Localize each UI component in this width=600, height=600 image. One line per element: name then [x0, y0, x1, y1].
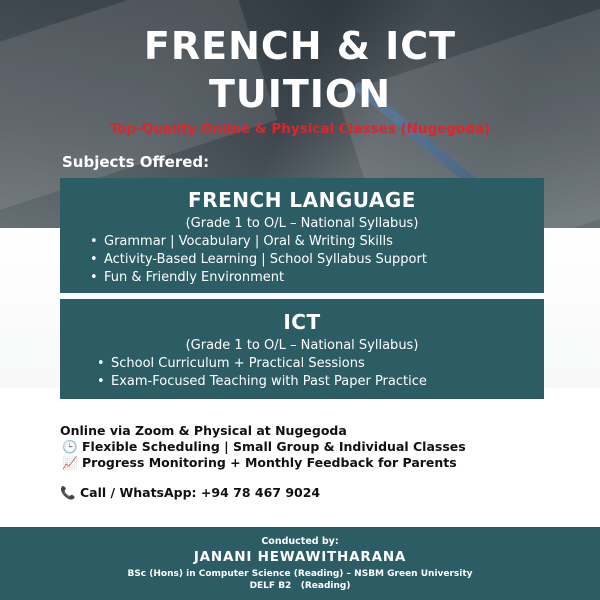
french-heading: FRENCH LANGUAGE — [188, 188, 416, 212]
phone-icon: 📞 — [60, 485, 76, 500]
contact-line[interactable] — [60, 485, 320, 501]
progress-text: Progress Monitoring + Monthly Feedback for Parents — [82, 455, 457, 470]
tutor-degree: BSc (Hons) in Computer Science (Reading) – NSBM Green University — [127, 569, 473, 579]
french-list — [90, 233, 544, 287]
list-item: • Grammar | Vocabulary | Oral & Writing Skills — [90, 233, 544, 251]
ict-card — [60, 299, 544, 399]
progress-line — [62, 455, 457, 471]
chart-icon: 📈 — [62, 455, 78, 470]
scheduling-line — [62, 439, 466, 455]
mode-text: Online via Zoom & Physical at Nugegoda — [60, 423, 347, 438]
ict-heading: ICT — [283, 310, 321, 334]
ict-grade: (Grade 1 to O/L – National Syllabus) — [185, 338, 419, 353]
list-item: • Activity-Based Learning | School Syllabus Support — [90, 251, 544, 269]
page-title-line1: FRENCH & ICT — [143, 24, 457, 68]
list-item: • Fun & Friendly Environment — [90, 269, 544, 287]
ict-list — [97, 355, 544, 391]
page-title-line2: TUITION — [208, 72, 392, 116]
contact-text[interactable]: Call / WhatsApp: +94 78 467 9024 — [80, 485, 321, 500]
tagline: Top-Quality Online & Physical Classes (Nugegoda) — [109, 121, 491, 137]
footer — [0, 527, 600, 600]
list-item: • School Curriculum + Practical Sessions — [97, 355, 544, 373]
clock-icon: 🕒 — [62, 439, 78, 454]
subjects-label: Subjects Offered: — [62, 153, 210, 171]
conducted-by-label: Conducted by: — [261, 536, 339, 547]
scheduling-text: Flexible Scheduling | Small Group & Individual Classes — [82, 439, 466, 454]
tutor-name: JANANI HEWAWITHARANA — [193, 549, 407, 565]
list-item: • Exam-Focused Teaching with Past Paper Practice — [97, 373, 544, 391]
french-card — [60, 178, 544, 293]
french-grade: (Grade 1 to O/L – National Syllabus) — [185, 216, 419, 231]
tutor-delf: DELF B2 (Reading) — [249, 581, 351, 591]
